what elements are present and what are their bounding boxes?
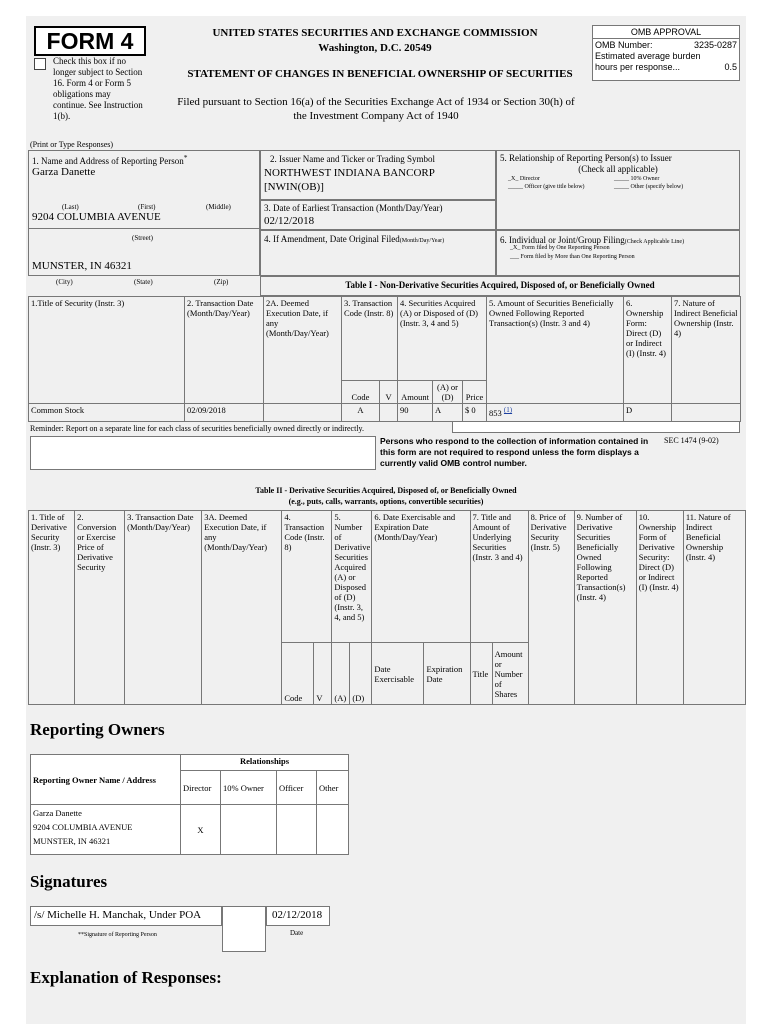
filing-more-persons[interactable]: ___ Form filed by More than One Reporting Person: [510, 254, 635, 260]
table1-nonderivative: [28, 296, 741, 422]
filed-pursuant-line2: the Investment Company Act of 1940: [293, 110, 459, 122]
t1-row-v: [380, 404, 398, 422]
t2-h-a-sub: (A): [332, 643, 350, 705]
signature-label: **Signature of Reporting Person: [78, 932, 157, 938]
omb-approval-box: [592, 25, 740, 81]
t1-h-nature: 7. Nature of Indirect Beneficial Ownership (Instr. 4): [672, 297, 741, 404]
omb-number-row: [595, 40, 737, 51]
field3-label: 3. Date of Earliest Transaction (Month/Day/Year): [264, 203, 443, 213]
issuer-name[interactable]: NORTHWEST INDIANA BANCORP: [264, 167, 435, 179]
t1-h-code-sub: Code: [342, 381, 380, 404]
t2-h-number: 5. Number of Derivative Securities Acquired (A) or Disposed of (D) (Instr. 3, 4, and 5): [332, 511, 372, 643]
t1-row-owned: [487, 404, 624, 422]
earliest-transaction-date[interactable]: 02/12/2018: [264, 215, 315, 227]
owner-col-other: Other: [317, 771, 349, 805]
t2-h-exp-sub: Expiration Date: [424, 643, 470, 705]
t2-h-underlying: 7. Title and Amount of Underlying Securities (Instr. 3 and 4): [470, 511, 528, 643]
signature-date: 02/12/2018: [272, 909, 323, 921]
table-row: [31, 805, 349, 855]
form-page: [26, 16, 746, 1024]
reminder-text: Reminder: Report on a separate line for each class of securities beneficially owned directly or indirectly.: [30, 424, 365, 433]
table2-subtitle: (e.g., puts, calls, warrants, options, convertible securities): [288, 497, 484, 506]
owner-other-mark: [317, 805, 349, 855]
explanation-heading: Explanation of Responses:: [30, 968, 222, 987]
owner-col-director: Director: [181, 771, 221, 805]
owner-address-line2: MUNSTER, IN 46321: [33, 836, 111, 846]
t1-row-form: D: [624, 404, 672, 422]
t1-owned-value: 853: [489, 407, 502, 418]
form-label: FORM 4: [34, 26, 146, 56]
field6-sub: (Check Applicable Line): [624, 239, 685, 245]
reporting-owners-table: [30, 754, 349, 855]
print-type-note: (Print or Type Responses): [30, 140, 114, 149]
omb-title: OMB APPROVAL: [593, 26, 739, 39]
reporting-street[interactable]: 9204 COLUMBIA AVENUE: [32, 211, 161, 223]
first-label: (First): [138, 203, 156, 211]
t2-h-price: 8. Price of Derivative Security (Instr. 5): [528, 511, 574, 705]
filing-one-person[interactable]: _X_ Form filed by One Reporting Person: [510, 245, 610, 251]
reporting-owners-heading: Reporting Owners: [30, 720, 165, 739]
t2-h-date: 3. Transaction Date (Month/Day/Year): [125, 511, 202, 705]
last-label: (Last): [62, 203, 79, 211]
reporting-city-state[interactable]: MUNSTER, IN 46321: [32, 260, 132, 272]
check-note: Check this box if no longer subject to Section 16. Form 4 or Form 5 obligations may continue. See Instruction 1(b).: [53, 56, 143, 121]
field5-sub: (Check all applicable): [578, 164, 658, 174]
date-label: Date: [290, 929, 304, 937]
t1-h-acquired: 4. Securities Acquired (A) or Disposed of (D) (Instr. 3, 4 and 5): [398, 297, 487, 381]
footnote-1-link[interactable]: (1): [503, 406, 513, 414]
field4-sub: (Month/Day/Year): [399, 238, 445, 244]
signer-name: /s/ Michelle H. Manchak, Under POA: [34, 909, 202, 921]
t1-row-deemed: [264, 404, 342, 422]
no-longer-subject-checkbox[interactable]: [34, 58, 46, 70]
middle-label: (Middle): [206, 203, 231, 211]
omb-number-label: OMB Number:: [595, 40, 653, 50]
field2-label: 2. Issuer Name and Ticker or Trading Symbol: [270, 154, 435, 164]
field1-label: 1. Name and Address of Reporting Person*: [32, 153, 188, 166]
statement-title: STATEMENT OF CHANGES IN BENEFICIAL OWNERSHIP OF SECURITIES: [187, 68, 573, 80]
reminder-box-right: [452, 421, 740, 433]
t1-h-v-sub: V: [380, 381, 398, 404]
field4-label: 4. If Amendment, Date Original Filed(Month/Day/Year): [264, 234, 445, 244]
t1-row-date: 02/09/2018: [185, 404, 264, 422]
rel-other[interactable]: _____ Other (specify below): [614, 184, 684, 190]
t1-h-price-sub: Price: [463, 381, 487, 404]
reporting-person-name[interactable]: Garza Danette: [32, 166, 96, 178]
t1-row-nature: [672, 404, 741, 422]
t2-h-form: 10. Ownership Form of Derivative Security: Direct (D) or Indirect (I) (Instr. 4): [636, 511, 683, 705]
t1-row-code: A: [342, 404, 380, 422]
filed-pursuant-line1: Filed pursuant to Section 16(a) of the Securities Exchange Act of 1934 or Section 30(h) of: [177, 96, 575, 108]
field5-label: 5. Relationship of Reporting Person(s) to Issuer: [500, 153, 672, 163]
signatures-heading: Signatures: [30, 872, 108, 891]
t2-h-amount-sub: Amount or Number of Shares: [492, 643, 528, 705]
t2-h-code: 4. Transaction Code (Instr. 8): [282, 511, 332, 643]
t1-row-title: Common Stock: [29, 404, 185, 422]
owner-10pct-mark: [221, 805, 277, 855]
field1-asterisk: *: [183, 153, 188, 162]
omb-number: 3235-0287: [693, 40, 737, 50]
t1-h-date: 2. Transaction Date (Month/Day/Year): [185, 297, 264, 404]
table2-derivative: [28, 510, 746, 705]
rel-officer[interactable]: _____ Officer (give title below): [508, 184, 585, 190]
omb-hours-row: [595, 62, 737, 73]
t2-h-exercisable: 6. Date Exercisable and Expiration Date (Month/Day/Year): [372, 511, 470, 643]
issuer-ticker[interactable]: [NWIN(OB)]: [264, 181, 324, 193]
sec-code: SEC 1474 (9-02): [664, 436, 719, 445]
t1-h-code: 3. Transaction Code (Instr. 8): [342, 297, 398, 381]
t2-h-nature: 11. Nature of Indirect Beneficial Ownership (Instr. 4): [683, 511, 745, 705]
owner-address-line1: 9204 COLUMBIA AVENUE: [33, 822, 133, 832]
t2-h-deemed: 3A. Deemed Execution Date, if any (Month/Day/Year): [202, 511, 282, 705]
t2-h-code-sub: Code: [282, 643, 314, 705]
t2-h-title: 1. Title of Derivative Security (Instr. 3): [29, 511, 75, 705]
t2-h-owned: 9. Number of Derivative Securities Beneficially Owned Following Reported Transaction(s) (Instr. 4): [574, 511, 636, 705]
omb-burden-label: Estimated average burden: [595, 51, 701, 61]
state-label: (State): [134, 278, 153, 286]
t1-h-aord-sub: (A) or (D): [433, 381, 463, 404]
t2-h-date-ex-sub: Date Exercisable: [372, 643, 424, 705]
omb-hours-label: hours per response...: [595, 62, 681, 72]
table2-title: Table II - Derivative Securities Acquired, Disposed of, or Beneficially Owned: [255, 486, 517, 495]
omb-hours: 0.5: [724, 62, 737, 72]
table-row: [29, 404, 741, 422]
owner-col-officer: Officer: [277, 771, 317, 805]
reminder-box-left: [30, 436, 376, 470]
owner-director-mark: X: [181, 805, 221, 855]
table1-title: Table I - Non-Derivative Securities Acquired, Disposed of, or Beneficially Owned: [345, 280, 655, 290]
owner-col-relationships: Relationships: [181, 755, 349, 771]
rel-10pct-owner[interactable]: _____ 10% Owner: [614, 176, 660, 182]
t1-h-amount-sub: Amount: [398, 381, 433, 404]
owner-name-address: [31, 805, 181, 855]
agency-title: UNITED STATES SECURITIES AND EXCHANGE COMMISSION: [212, 27, 538, 39]
t1-h-form: 6. Ownership Form: Direct (D) or Indirect (I) (Instr. 4): [624, 297, 672, 404]
zip-label: (Zip): [214, 278, 229, 286]
field6-label: 6. Individual or Joint/Group Filing(Check Applicable Line): [500, 235, 685, 245]
t2-h-title-sub: Title: [470, 643, 492, 705]
persons-respond-note: Persons who respond to the collection of information contained in this form are not required to respond unless the form displays a currently valid OMB control number.: [380, 436, 649, 468]
t2-h-d-sub: (D): [350, 643, 372, 705]
owner-col-name: Reporting Owner Name / Address: [31, 755, 181, 805]
rel-director[interactable]: _X_ Director: [508, 176, 540, 182]
street-label: (Street): [132, 234, 153, 242]
t1-h-owned: 5. Amount of Securities Beneficially Owned Following Reported Transaction(s) (Instr. 3 and 4): [487, 297, 624, 404]
signature-spacer-box: [222, 906, 266, 952]
owner-col-10pct: 10% Owner: [221, 771, 277, 805]
t1-row-aord: A: [433, 404, 463, 422]
t2-h-v-sub: V: [314, 643, 332, 705]
owner-name: Garza Danette: [33, 808, 82, 818]
t1-h-title: 1.Title of Security (Instr. 3): [29, 297, 185, 404]
t1-h-deemed: 2A. Deemed Execution Date, if any (Month/Day/Year): [264, 297, 342, 404]
owner-officer-mark: [277, 805, 317, 855]
city-label: (City): [56, 278, 73, 286]
agency-city: Washington, D.C. 20549: [318, 42, 432, 54]
t1-row-amount: 90: [398, 404, 433, 422]
t1-row-price: $ 0: [463, 404, 487, 422]
t2-h-conversion: 2. Conversion or Exercise Price of Derivative Security: [75, 511, 125, 705]
